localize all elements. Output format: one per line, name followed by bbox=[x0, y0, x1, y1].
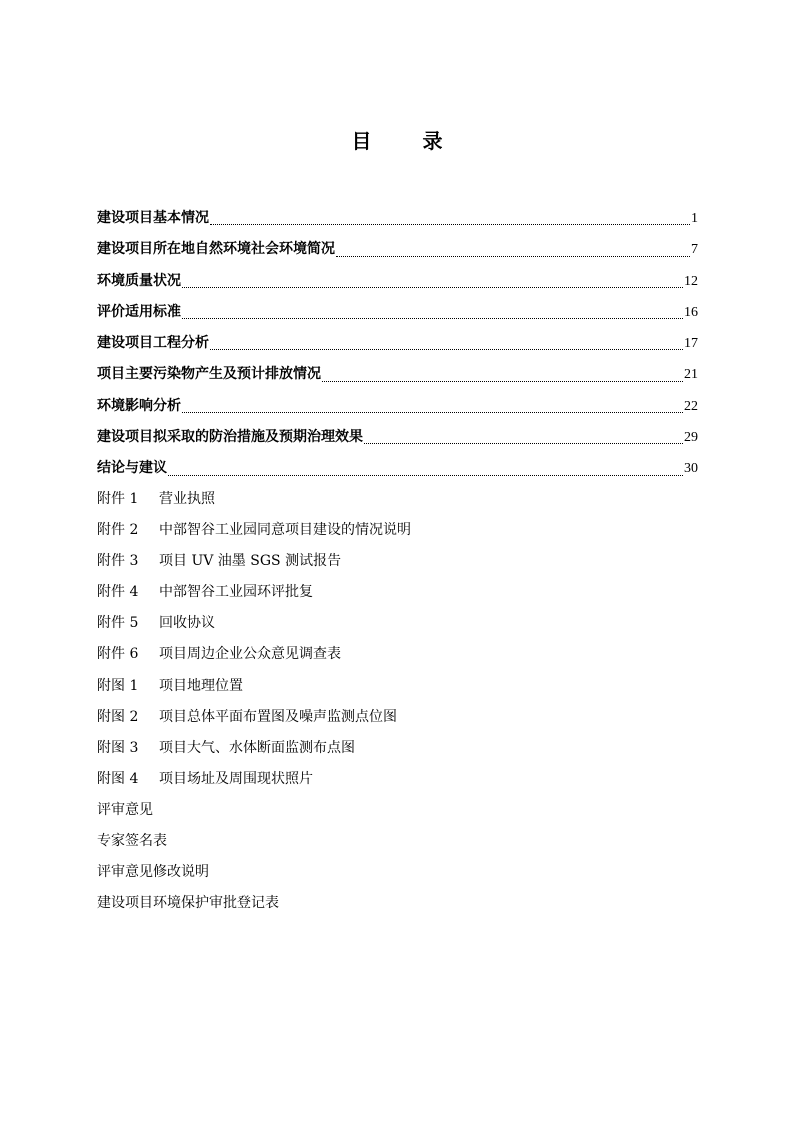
toc-dot-leader bbox=[210, 224, 690, 225]
appendix-item-label: 附件 1 bbox=[97, 491, 139, 507]
appendix-item-text: 项目 UV 油墨 SGS 测试报告 bbox=[159, 553, 342, 570]
figure-item-text: 项目场址及周围现状照片 bbox=[159, 770, 313, 787]
appendix-item[interactable] bbox=[97, 486, 698, 517]
toc-entry-label: 建设项目工程分析 bbox=[97, 335, 209, 352]
attachment-item-text: 评审意见修改说明 bbox=[97, 864, 209, 881]
toc-entry-page: 1 bbox=[691, 211, 698, 226]
figure-item[interactable] bbox=[97, 704, 698, 735]
toc-entry[interactable] bbox=[97, 268, 698, 299]
toc-entry-label: 建设项目拟采取的防治措施及预期治理效果 bbox=[97, 429, 363, 446]
toc-dot-leader bbox=[182, 318, 683, 319]
figure-item-text: 项目总体平面布置图及噪声监测点位图 bbox=[159, 708, 397, 725]
figure-item-label: 附图 2 bbox=[97, 708, 139, 725]
toc-entry-page: 30 bbox=[684, 461, 698, 477]
appendix-item[interactable] bbox=[97, 579, 698, 610]
toc-dot-leader bbox=[210, 349, 683, 350]
toc-entry-label: 建设项目基本情况 bbox=[97, 210, 209, 226]
toc-entry-page: 12 bbox=[684, 273, 698, 289]
toc-entry-label: 结论与建议 bbox=[97, 460, 167, 477]
toc-entry-page: 29 bbox=[684, 430, 698, 446]
appendix-item-label: 附件 3 bbox=[97, 553, 139, 570]
table-of-contents bbox=[97, 205, 698, 487]
attachment-item-text: 建设项目环境保护审批登记表 bbox=[97, 895, 279, 912]
attachment-item[interactable] bbox=[97, 828, 698, 859]
toc-entry-page: 7 bbox=[691, 242, 698, 258]
toc-dot-leader bbox=[182, 412, 683, 413]
figure-item-label: 附图 3 bbox=[97, 739, 139, 756]
toc-entry[interactable] bbox=[97, 236, 698, 267]
attachment-item[interactable] bbox=[97, 890, 698, 921]
attachment-item-text: 专家签名表 bbox=[97, 833, 167, 850]
toc-dot-leader bbox=[336, 256, 690, 257]
toc-entry-label: 项目主要污染物产生及预计排放情况 bbox=[97, 366, 321, 383]
toc-entry-page: 21 bbox=[684, 367, 698, 383]
appendix-item-label: 附件 6 bbox=[97, 646, 139, 663]
toc-entry-label: 建设项目所在地自然环境社会环境简况 bbox=[97, 241, 335, 258]
toc-entry[interactable] bbox=[97, 455, 698, 486]
figure-item[interactable] bbox=[97, 735, 698, 766]
figure-item-label: 附图 4 bbox=[97, 770, 139, 787]
toc-dot-leader bbox=[168, 475, 683, 476]
appendix-item[interactable] bbox=[97, 641, 698, 672]
appendix-list bbox=[97, 486, 698, 921]
appendix-item-text: 回收协议 bbox=[159, 615, 215, 632]
figure-item-text: 项目大气、水体断面监测布点图 bbox=[159, 739, 355, 756]
attachment-item-text: 评审意见 bbox=[97, 801, 153, 818]
attachment-item[interactable] bbox=[97, 797, 698, 828]
toc-entry-label: 评价适用标准 bbox=[97, 303, 181, 320]
toc-entry[interactable] bbox=[97, 424, 698, 455]
toc-entry[interactable] bbox=[97, 205, 698, 236]
appendix-item-label: 附件 2 bbox=[97, 522, 139, 539]
toc-entry-label: 环境质量状况 bbox=[97, 272, 181, 289]
toc-dot-leader bbox=[322, 381, 683, 382]
figure-item[interactable] bbox=[97, 673, 698, 704]
appendix-item-text: 中部智谷工业园同意项目建设的情况说明 bbox=[159, 522, 411, 539]
page-title: 目 录 bbox=[351, 129, 465, 153]
toc-entry[interactable] bbox=[97, 330, 698, 361]
toc-dot-leader bbox=[364, 443, 683, 444]
appendix-item-label: 附件 4 bbox=[97, 584, 139, 601]
appendix-item-text: 营业执照 bbox=[159, 491, 215, 507]
appendix-item[interactable] bbox=[97, 517, 698, 548]
toc-entry[interactable] bbox=[97, 393, 698, 424]
appendix-item-text: 中部智谷工业园环评批复 bbox=[159, 584, 313, 601]
appendix-item[interactable] bbox=[97, 548, 698, 579]
appendix-item-text: 项目周边企业公众意见调查表 bbox=[159, 646, 341, 663]
toc-entry-page: 22 bbox=[684, 398, 698, 414]
appendix-item[interactable] bbox=[97, 610, 698, 641]
toc-entry[interactable] bbox=[97, 299, 698, 330]
attachment-item[interactable] bbox=[97, 859, 698, 890]
figure-item-text: 项目地理位置 bbox=[159, 677, 243, 694]
figure-item-label: 附图 1 bbox=[97, 677, 139, 694]
appendix-item-label: 附件 5 bbox=[97, 615, 139, 632]
figure-item[interactable] bbox=[97, 766, 698, 797]
toc-entry-label: 环境影响分析 bbox=[97, 397, 181, 414]
toc-entry[interactable] bbox=[97, 361, 698, 392]
toc-dot-leader bbox=[182, 287, 683, 288]
toc-entry-page: 17 bbox=[684, 336, 698, 352]
toc-entry-page: 16 bbox=[684, 304, 698, 320]
